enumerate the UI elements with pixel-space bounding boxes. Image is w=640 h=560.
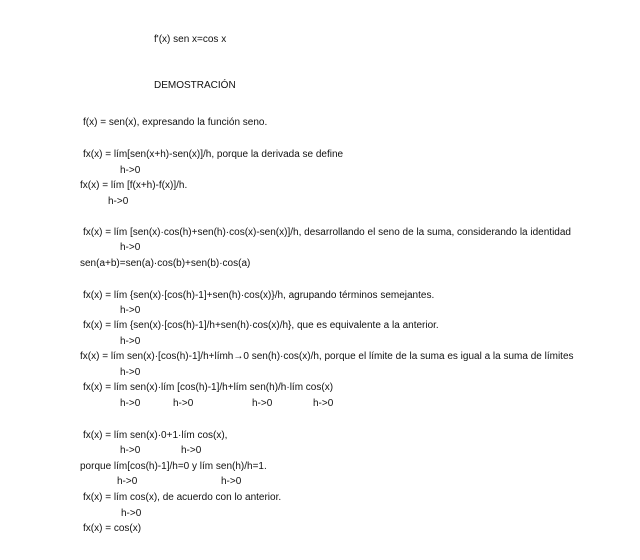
proof-line: f(x) = sen(x), expresando la función seno.	[83, 117, 268, 128]
limit-subscript: h->0	[108, 196, 129, 207]
proof-line: fx(x) = lím sen(x)·lím [cos(h)-1]/h+lím sen(h)/h·lím cos(x)	[83, 382, 334, 393]
limit-subscript: h->0	[120, 242, 141, 253]
limit-subscript: h->0	[313, 398, 334, 409]
limit-subscript: h->0	[252, 398, 273, 409]
limit-subscript: h->0	[117, 476, 138, 487]
limit-subscript: h->0	[181, 445, 202, 456]
proof-line: fx(x) = lím sen(x)·[cos(h)-1]/h+límh→0 sen(h)·cos(x)/h, porque el límite de la suma es igual a la suma de límites	[80, 351, 574, 362]
limit-subscript: h->0	[120, 445, 141, 456]
limit-subscript: h->0	[173, 398, 194, 409]
identity-line: sen(a+b)=sen(a)·cos(b)+sen(b)·cos(a)	[80, 258, 251, 269]
proof-line: fx(x) = lím {sen(x)·[cos(h)-1]/h+sen(h)·cos(x)/h}, que es equivalente a la anterior.	[83, 320, 439, 331]
proof-line: porque lím[cos(h)-1]/h=0 y lím sen(h)/h=1.	[80, 461, 267, 472]
limit-subscript: h->0	[120, 398, 141, 409]
limit-subscript: h->0	[120, 367, 141, 378]
limit-subscript: h->0	[120, 165, 141, 176]
proof-line: fx(x) = lím [f(x+h)-f(x)]/h.	[80, 180, 188, 191]
limit-subscript: h->0	[120, 305, 141, 316]
page-title: f'(x) sen x=cos x	[154, 34, 227, 45]
conclusion-line: fx(x) = cos(x)	[83, 523, 142, 534]
limit-subscript: h->0	[121, 508, 142, 519]
limit-subscript: h->0	[221, 476, 242, 487]
proof-line: fx(x) = lím {sen(x)·[cos(h)-1]+sen(h)·cos(x)}/h, agrupando términos semejantes.	[83, 290, 435, 301]
limit-subscript: h->0	[120, 336, 141, 347]
section-heading: DEMOSTRACIÓN	[154, 80, 236, 91]
proof-line: fx(x) = lím cos(x), de acuerdo con lo anterior.	[83, 492, 282, 503]
proof-line: fx(x) = lím sen(x)·0+1·lím cos(x),	[83, 430, 228, 441]
proof-line: fx(x) = lím [sen(x)·cos(h)+sen(h)·cos(x)-sen(x)]/h, desarrollando el seno de la suma, considerando la identidad	[83, 227, 571, 238]
proof-line: fx(x) = lím[sen(x+h)-sen(x)]/h, porque la derivada se define	[83, 149, 344, 160]
